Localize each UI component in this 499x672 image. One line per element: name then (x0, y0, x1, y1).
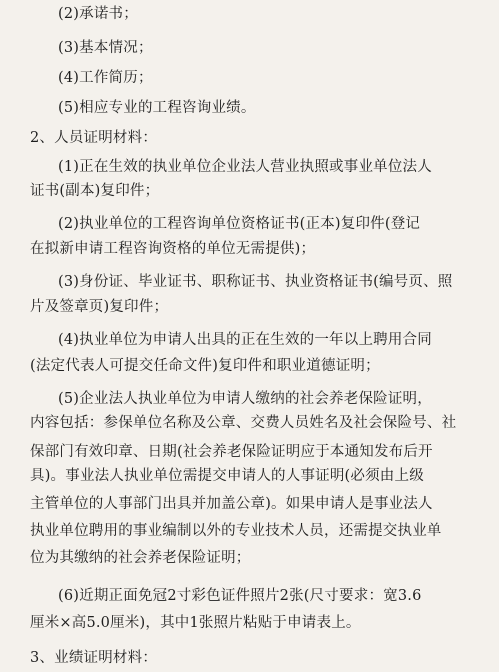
text-line: (2)承诺书； (58, 6, 138, 22)
text-line: (2)执业单位的工程咨询单位资格证书(正本)复印件(登记 (58, 216, 421, 232)
text-line: (法定代表人可提交任命文件)复印件和职业道德证明； (30, 358, 380, 374)
text-line: (6)近期正面免冠2寸彩色证件照片2张(尺寸要求：宽3.6 (58, 588, 422, 604)
text-line: 执业单位聘用的事业编制以外的专业技术人员，还需提交执业单 (30, 523, 442, 539)
text-line: (4)执业单位为申请人出具的正在生效的一年以上聘用合同 (58, 332, 432, 348)
section-heading: 3、业绩证明材料： (30, 650, 158, 666)
text-line: 证书(副本)复印件； (30, 183, 160, 199)
text-line: (1)正在生效的执业单位企业法人营业执照或事业单位法人 (58, 159, 432, 175)
text-line: 主管单位的人事部门出具并加盖公章)。如果申请人是事业法人 (30, 496, 433, 512)
text-line: (3)基本情况； (58, 40, 153, 56)
text-line: 在拟新申请工程咨询资格的单位无需提供)； (30, 241, 316, 257)
text-line: (5)企业法人执业单位为申请人缴纳的社会养老保险证明， (58, 391, 432, 407)
text-line: (3)身份证、毕业证书、职称证书、执业资格证书(编号页、照 (58, 274, 453, 290)
text-line: 具)。事业法人执业单位需提交申请人的人事证明(必须由上级 (30, 468, 424, 484)
text-line: (4)工作简历； (58, 70, 153, 86)
text-line: 位为其缴纳的社会养老保险证明； (30, 550, 251, 566)
text-line: 厘米×高5.0厘米)，其中1张照片粘贴于申请表上。 (30, 615, 361, 631)
text-line: 保部门有效印章、日期(社会养老保险证明应于本通知发布后开 (30, 444, 433, 460)
text-line: (5)相应专业的工程咨询业绩。 (58, 100, 256, 116)
text-line: 内容包括：参保单位名称及公章、交费人员姓名及社会保险号、社 (30, 415, 457, 431)
section-heading: 2、人员证明材料： (30, 130, 158, 146)
text-line: 片及签章页)复印件； (30, 299, 169, 315)
